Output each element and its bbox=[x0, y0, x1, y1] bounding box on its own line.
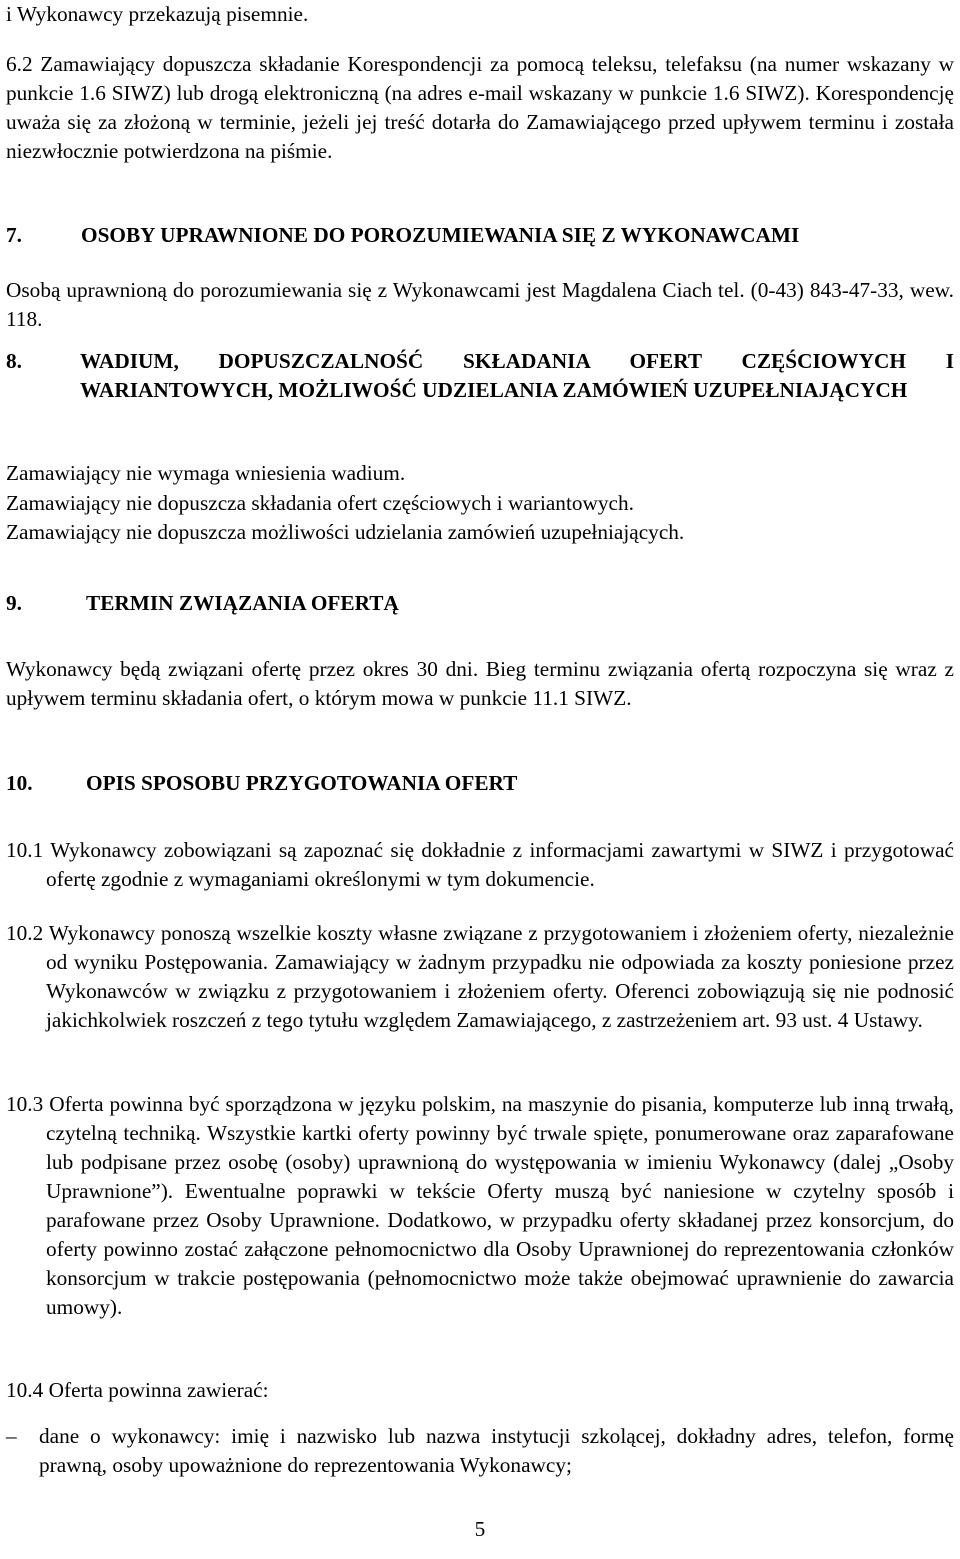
section-number: 10. bbox=[6, 771, 33, 795]
section-8-line-3: Zamawiający nie dopuszcza możliwości udzielania zamówień uzupełniających. bbox=[6, 520, 685, 544]
section-number: 8. bbox=[6, 349, 22, 373]
section-title: TERMIN ZWIĄZANIA OFERTĄ bbox=[86, 591, 399, 615]
paragraph-6-2: 6.2 Zamawiający dopuszcza składanie Korespondencji za pomocą teleksu, telefaksu (na numer wskazany w punkcie 1.6 SIWZ) lub drogą elektroniczną (na adres e-mail wskazany w punkcie 1.6 SIWZ). Korespondencję uważa się za złożoną w terminie, jeżeli jej treść dotarła do Zamawiającego przed upływem terminu i została niezwłocznie potwierdzona na piśmie. bbox=[6, 52, 954, 163]
section-8-line-2: Zamawiający nie dopuszcza składania ofert częściowych i wariantowych. bbox=[6, 491, 634, 515]
section-9-heading bbox=[6, 589, 954, 618]
paragraph-10-2: 10.2 Wykonawcy ponoszą wszelkie koszty własne związane z przygotowaniem i złożeniem oferty, niezależnie od wyniku Postępowania. Zamawiający w żadnym przypadku nie odpowiada za koszty poniesione przez Wykonawców w związku z przygotowaniem i złożeniem oferty. Oferenci zobowiązują się nie podnosić jakichkolwiek roszczeń z tego tytułu względem Zamawiającego, z zastrzeżeniem art. 93 ust. 4 Ustawy. bbox=[6, 921, 954, 1032]
page-number: 5 bbox=[474, 1517, 486, 1541]
section-9-body: Wykonawcy będą związani ofertę przez okres 30 dni. Bieg terminu związania ofertą rozpoczyna się wraz z upływem terminu składania ofert, o którym mowa w punkcie 11.1 SIWZ. bbox=[6, 657, 954, 710]
section-number: 9. bbox=[6, 591, 22, 615]
paragraph-10-3: 10.3 Oferta powinna być sporządzona w języku polskim, na maszynie do pisania, komputerze lub inną trwałą, czytelną techniką. Wszystkie kartki oferty powinny być trwale spięte, ponumerowane oraz zaparafowane lub podpisane przez osobę (osoby) uprawnioną do występowania w imieniu Wykonawcy (dalej „Osoby Uprawnione”). Ewentualne poprawki w tekście Oferty muszą być naniesione w czytelny sposób i parafowane przez Osoby Uprawnione. Dodatkowo, w przypadku oferty składanej przez konsorcjum, do oferty powinno zostać załączone pełnomocnictwo dla Osoby Uprawnionej do reprezentowania członków konsorcjum w trakcie postępowania (pełnomocnictwo może także obejmować uprawnienie do zawarcia umowy). bbox=[6, 1092, 954, 1319]
bullet-item bbox=[6, 1422, 954, 1480]
paragraph-10-1: 10.1 Wykonawcy zobowiązani są zapoznać się dokładnie z informacjami zawartymi w SIWZ i przygotować ofertę zgodnie z wymaganiami określonymi w tym dokumencie. bbox=[6, 838, 954, 891]
bullet-text: dane o wykonawcy: imię i nazwisko lub nazwa instytucji szkolącej, dokładny adres, telefon, formę prawną, osoby upoważnione do reprezentowania Wykonawcy; bbox=[39, 1424, 954, 1477]
section-8-line-1: Zamawiający nie wymaga wniesienia wadium. bbox=[6, 461, 406, 485]
intro-line: i Wykonawcy przekazują pisemnie. bbox=[6, 2, 309, 26]
section-title: OSOBY UPRAWNIONE DO POROZUMIEWANIA SIĘ Z WYKONAWCAMI bbox=[81, 223, 800, 247]
dash-bullet-icon: – bbox=[6, 1424, 17, 1448]
section-title: OPIS SPOSOBU PRZYGOTOWANIA OFERT bbox=[86, 771, 518, 795]
section-number: 7. bbox=[6, 223, 22, 247]
section-8-heading bbox=[6, 347, 954, 405]
section-10-heading bbox=[6, 769, 954, 798]
paragraph-10-4: 10.4 Oferta powinna zawierać: bbox=[6, 1378, 269, 1402]
section-7-body: Osobą uprawnioną do porozumiewania się z Wykonawcami jest Magdalena Ciach tel. (0-43) 843-47-33, wew. 118. bbox=[6, 278, 954, 331]
section-title: WADIUM, DOPUSZCZALNOŚĆ SKŁADANIA OFERT CZĘŚCIOWYCH I WARIANTOWYCH, MOŻLIWOŚĆ UDZIELANIA ZAMÓWIEŃ UZUPEŁNIAJĄCYCH bbox=[80, 349, 954, 402]
section-7-heading bbox=[6, 221, 954, 250]
